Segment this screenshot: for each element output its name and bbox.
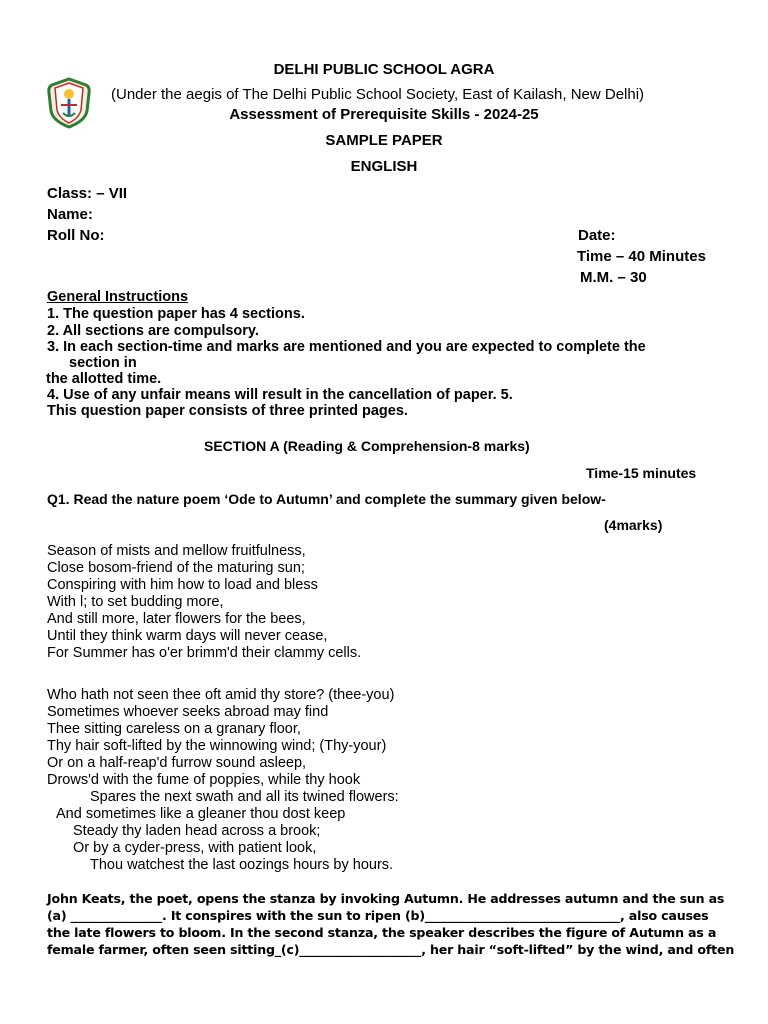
time-label: Time – 40 Minutes	[577, 248, 706, 265]
instruction-line: 2. All sections are compulsory.	[47, 323, 259, 339]
question-1: Q1. Read the nature poem ‘Ode to Autumn’ and complete the summary given below-	[47, 491, 606, 507]
summary-line: the late flowers to bloom. In the second stanza, the speaker describes the figure of Autumn as a	[47, 925, 717, 940]
max-marks-label: M.M. – 30	[580, 269, 647, 286]
poem-line: And still more, later flowers for the bees,	[47, 611, 306, 627]
instruction-line: This question paper consists of three printed pages.	[47, 403, 408, 419]
aegis-line: (Under the aegis of The Delhi Public School Society, East of Kailash, New Delhi)	[111, 86, 645, 103]
instruction-line: 3. In each section-time and marks are mentioned and you are expected to complete the	[47, 339, 646, 355]
name-label: Name:	[47, 206, 93, 223]
poem-line: For Summer has o'er brimm'd their clammy cells.	[47, 645, 362, 661]
school-name: DELHI PUBLIC SCHOOL AGRA	[273, 61, 495, 78]
poem-line: Or by a cyder-press, with patient look,	[73, 840, 317, 856]
poem-line: Who hath not seen thee oft amid thy store? (thee-you)	[47, 687, 395, 703]
question-1-marks: (4marks)	[604, 517, 663, 533]
poem-line: And sometimes like a gleaner thou dost keep	[56, 806, 346, 822]
summary-line: John Keats, the poet, opens the stanza by invoking Autumn. He addresses autumn and the sun as	[47, 891, 725, 906]
poem-line: Thou watchest the last oozings hours by hours.	[90, 857, 394, 873]
assessment-title: Assessment of Prerequisite Skills - 2024-25	[229, 106, 539, 123]
poem-line: Close bosom-friend of the maturing sun;	[47, 560, 305, 576]
subject-title: ENGLISH	[350, 158, 418, 175]
instruction-line: 4. Use of any unfair means will result in the cancellation of paper. 5.	[47, 387, 513, 403]
instruction-line: section in	[69, 355, 137, 371]
poem-line: Steady thy laden head across a brook;	[73, 823, 321, 839]
poem-line: With l; to set budding more,	[47, 594, 224, 610]
poem-line: Until they think warm days will never cease,	[47, 628, 328, 644]
poem-line: Conspiring with him how to load and bless	[47, 577, 318, 593]
instructions-heading: General Instructions	[47, 289, 189, 305]
date-label: Date:	[578, 227, 616, 244]
poem-line: Sometimes whoever seeks abroad may find	[47, 704, 329, 720]
roll-label: Roll No:	[47, 227, 105, 244]
summary-line: (a) _______________. It conspires with the sun to ripen (b)________________________________, also causes	[47, 908, 709, 923]
poem-line: Or on a half-reap'd furrow sound asleep,	[47, 755, 307, 771]
class-label: Class: – VII	[47, 185, 128, 202]
poem-line: Spares the next swath and all its twined flowers:	[90, 789, 399, 805]
poem-line: Thee sitting careless on a granary floor,	[47, 721, 301, 737]
instruction-line: 1. The question paper has 4 sections.	[47, 306, 305, 322]
summary-line: female farmer, often seen sitting_(c)____________________, her hair “soft-lifted” by the wind, and often	[47, 942, 735, 957]
paper-type: SAMPLE PAPER	[325, 132, 443, 149]
section-a-title: SECTION A (Reading & Comprehension-8 marks)	[204, 438, 530, 454]
poem-line: Thy hair soft-lifted by the winnowing wind; (Thy-your)	[47, 738, 387, 754]
poem-line: Season of mists and mellow fruitfulness,	[47, 543, 306, 559]
poem-line: Drows'd with the fume of poppies, while thy hook	[47, 772, 361, 788]
section-a-time: Time-15 minutes	[586, 465, 697, 481]
instruction-line: the allotted time.	[46, 371, 162, 387]
